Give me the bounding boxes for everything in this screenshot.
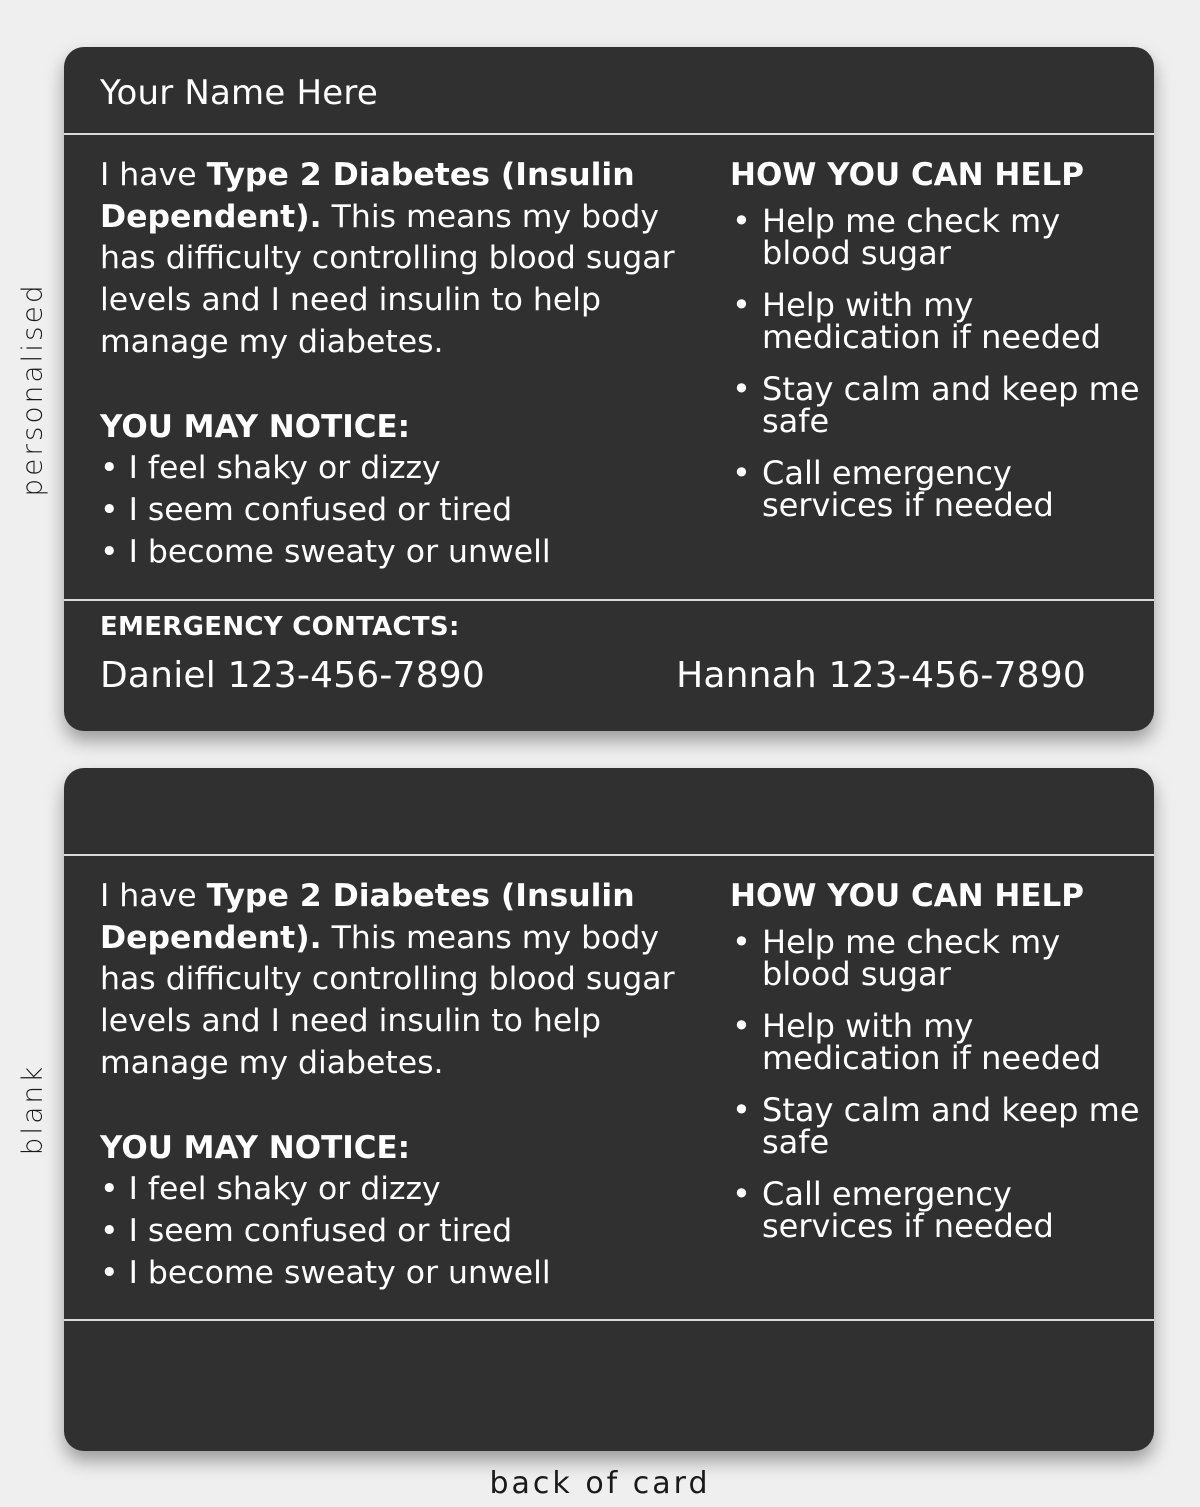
- desc-post: This means my body has difficulty controlling blood sugar levels and I need insulin to help manage my diabetes.: [100, 919, 675, 1081]
- notice-section: [100, 407, 700, 573]
- help-item: [730, 202, 1150, 272]
- help-item: [730, 370, 1150, 440]
- notice-list: [100, 1168, 700, 1294]
- help-section: [730, 155, 1150, 541]
- card-name: Your Name Here: [100, 73, 378, 113]
- help-item: [730, 1007, 1150, 1077]
- bullet-icon: •: [732, 454, 751, 492]
- help-item-text: Stay calm and keep me safe: [762, 370, 1140, 440]
- contacts-title: EMERGENCY CONTACTS:: [100, 612, 460, 642]
- help-title: HOW YOU CAN HELP: [730, 878, 1085, 914]
- desc-post: This means my body has difficulty controlling blood sugar levels and I need insulin to help manage my diabetes.: [100, 198, 675, 360]
- bullet-icon: •: [732, 1007, 751, 1045]
- condition-description: [100, 155, 720, 364]
- contact-2: Hannah 123-456-7890: [676, 655, 1086, 696]
- bullet-icon: •: [732, 286, 751, 324]
- bullet-icon: •: [732, 370, 751, 408]
- label-personalised: [0, 47, 64, 731]
- condition-description: [100, 876, 720, 1085]
- help-item-text: Stay calm and keep me safe: [762, 1091, 1140, 1161]
- back-of-card-label: back of card: [489, 1466, 711, 1501]
- card-personalised: [64, 47, 1154, 731]
- notice-item: • I seem confused or tired: [100, 1213, 513, 1249]
- help-title: HOW YOU CAN HELP: [730, 157, 1085, 193]
- label-personalised-text: personalised: [15, 281, 49, 497]
- notice-section: [100, 1128, 700, 1294]
- desc-pre: I have: [100, 878, 207, 914]
- notice-item: • I become sweaty or unwell: [100, 534, 551, 570]
- divider-top: [64, 854, 1154, 856]
- card-blank: [64, 768, 1154, 1451]
- help-item-text: Help me check my blood sugar: [762, 923, 1061, 993]
- bullet-icon: •: [732, 202, 751, 240]
- desc-condition: Type 2 Diabetes (Insulin Dependent).: [100, 157, 635, 235]
- help-list: [730, 202, 1150, 524]
- help-item-text: Help with my medication if needed: [762, 1007, 1102, 1077]
- help-item: [730, 1091, 1150, 1161]
- help-item: [730, 454, 1150, 524]
- help-list: [730, 923, 1150, 1245]
- help-item: [730, 286, 1150, 356]
- help-section: [730, 876, 1150, 1262]
- contact-1: Daniel 123-456-7890: [100, 655, 486, 696]
- help-item-text: Help with my medication if needed: [762, 286, 1102, 356]
- notice-item: • I seem confused or tired: [100, 492, 513, 528]
- bullet-icon: •: [732, 1175, 751, 1213]
- help-item: [730, 923, 1150, 993]
- notice-list: [100, 447, 700, 573]
- help-item-text: Call emergency services if needed: [762, 454, 1054, 524]
- notice-item: • I feel shaky or dizzy: [100, 1171, 441, 1207]
- divider-top: [64, 133, 1154, 135]
- help-item: [730, 1175, 1150, 1245]
- desc-pre: I have: [100, 157, 207, 193]
- bullet-icon: •: [732, 923, 751, 961]
- divider-bottom: [64, 599, 1154, 601]
- notice-item: • I become sweaty or unwell: [100, 1255, 551, 1291]
- notice-title: YOU MAY NOTICE:: [100, 409, 411, 445]
- bullet-icon: •: [732, 1091, 751, 1129]
- help-item-text: Help me check my blood sugar: [762, 202, 1061, 272]
- help-item-text: Call emergency services if needed: [762, 1175, 1054, 1245]
- divider-bottom: [64, 1319, 1154, 1321]
- label-blank: [0, 768, 64, 1451]
- label-blank-text: blank: [15, 1063, 49, 1156]
- notice-title: YOU MAY NOTICE:: [100, 1130, 411, 1166]
- notice-item: • I feel shaky or dizzy: [100, 450, 441, 486]
- desc-condition: Type 2 Diabetes (Insulin Dependent).: [100, 878, 635, 956]
